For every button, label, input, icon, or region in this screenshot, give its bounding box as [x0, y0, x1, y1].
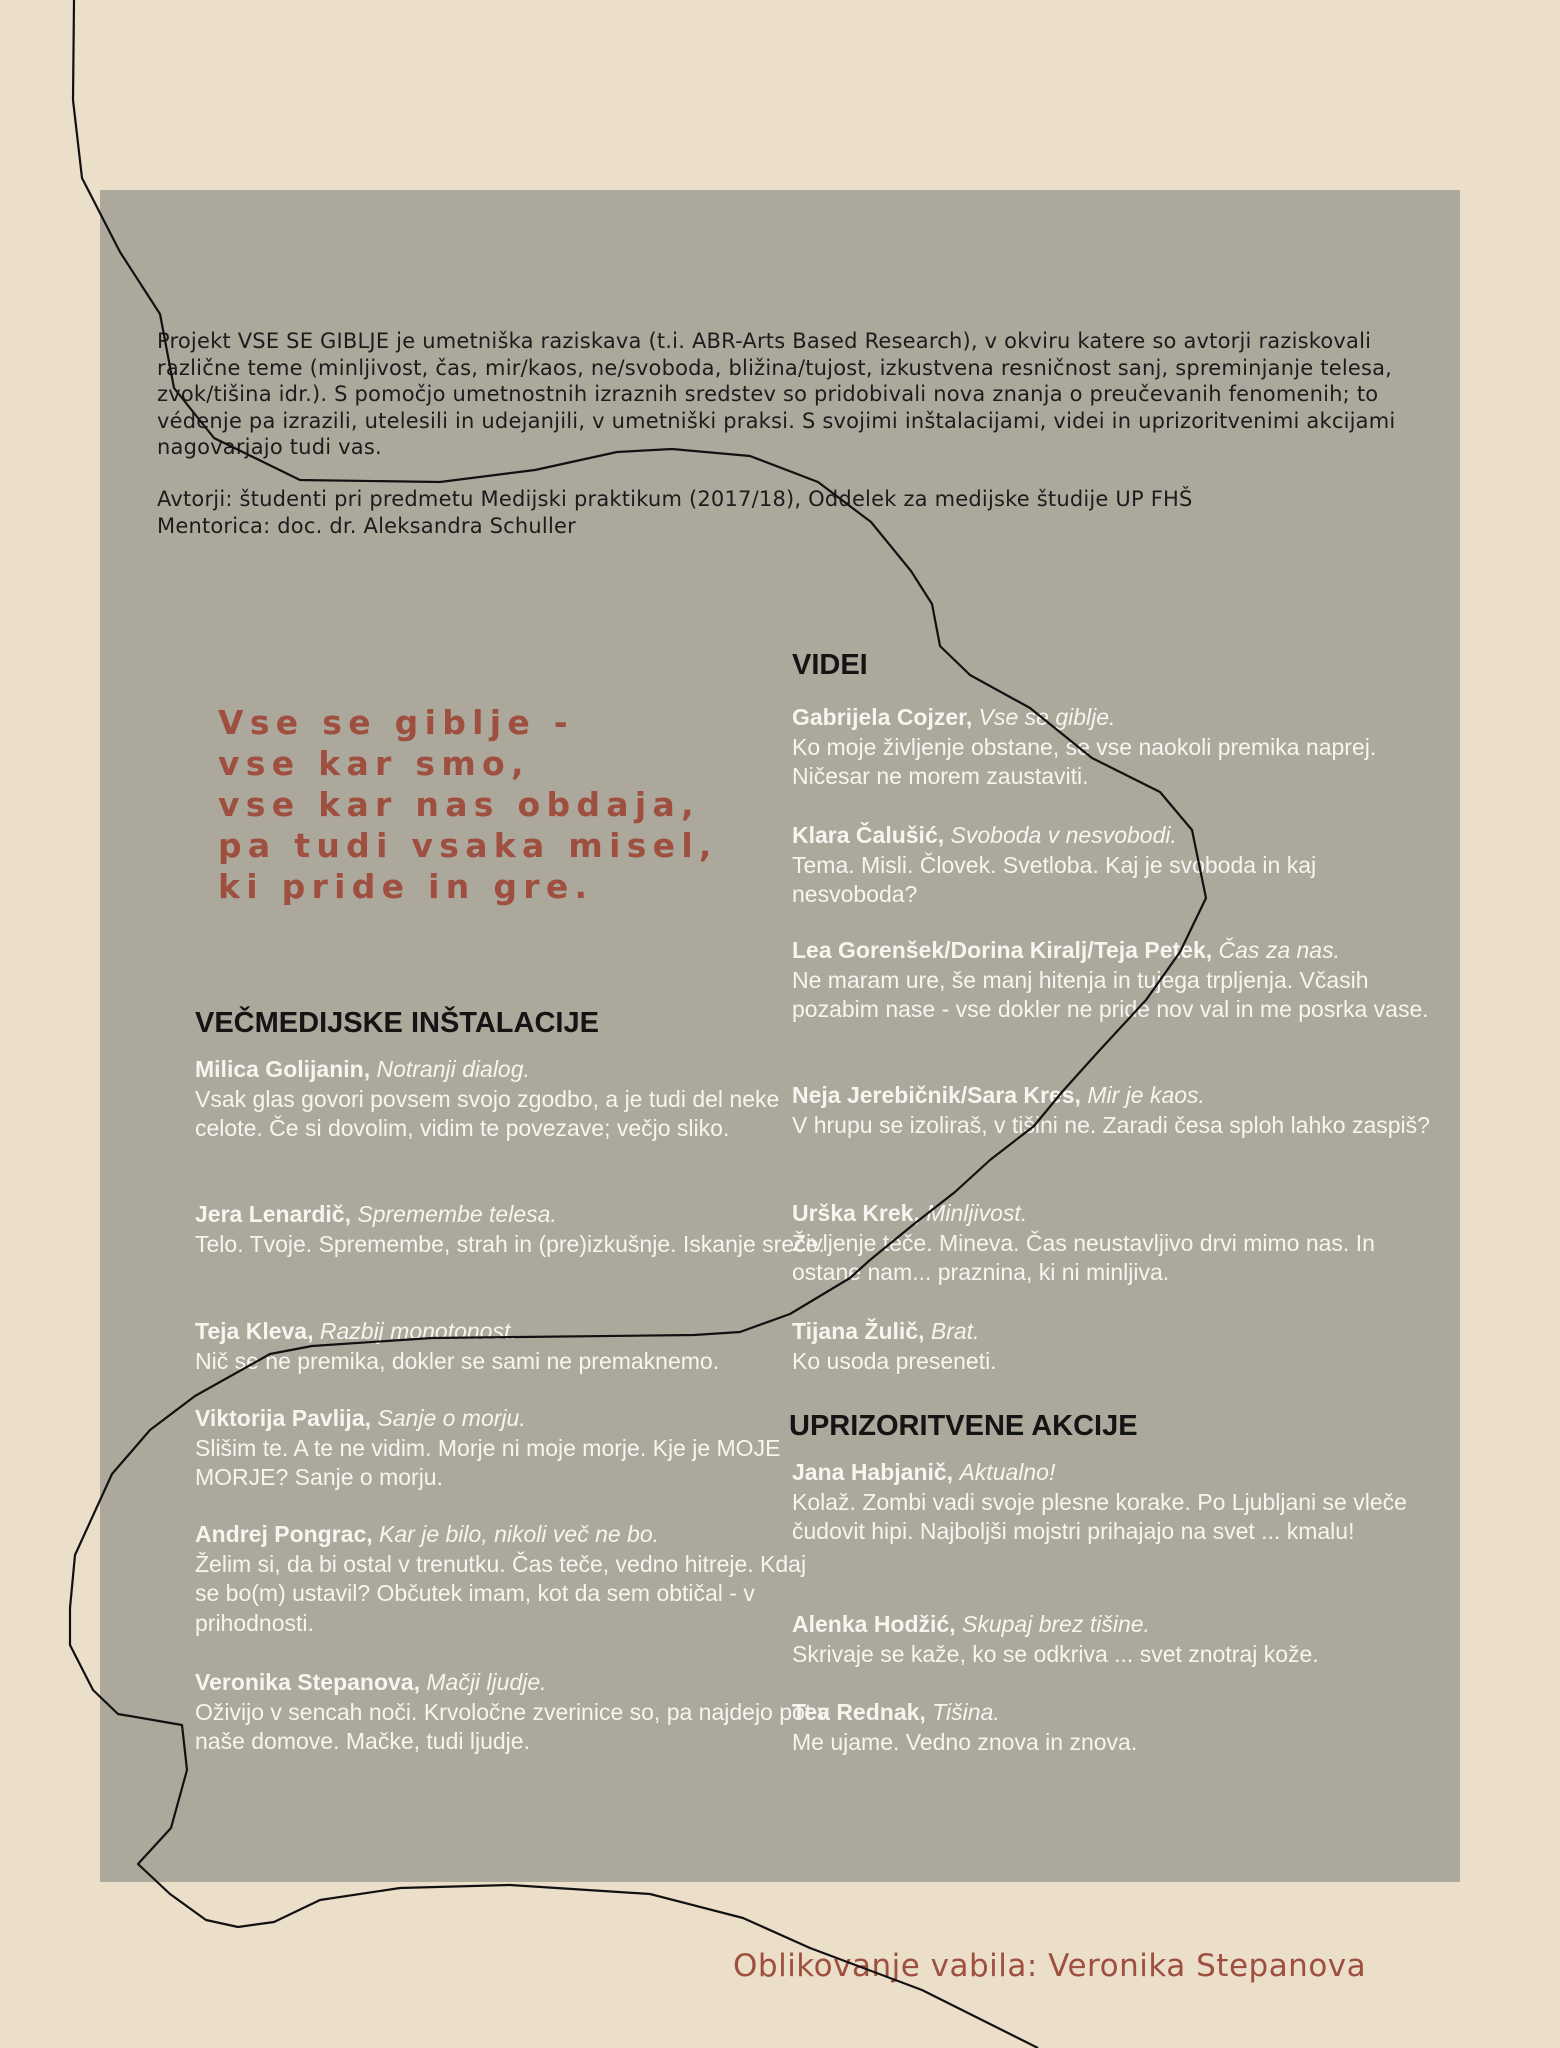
installations-heading: VEČMEDIJSKE INŠTALACIJE — [195, 1007, 599, 1039]
entry-text: Kolaž. Zombi vadi svoje plesne korake. Po Ljubljani se vleče čudovit hipi. Najboljši mojstri prihajajo na svet ... kmalu! — [792, 1488, 1407, 1544]
entry-text: Vsak glas govori povsem svojo zgodbo, a je tudi del neke celote. Če si dovolim, vidim te povezave; večjo sliko. — [195, 1085, 780, 1141]
entry-author: Alenka Hodžić, — [792, 1611, 956, 1637]
authors-line: Avtorji: študenti pri predmetu Medijski praktikum (2017/18), Oddelek za medijske študije UP FHŠ — [157, 487, 1193, 511]
entry-work: Mir je kaos. — [1087, 1082, 1205, 1108]
entry-text: Telo. Tvoje. Spremembe, strah in (pre)izkušnje. Iskanje sreče. — [195, 1230, 825, 1257]
quote-line: vse kar nas obdaja, — [218, 785, 700, 824]
entry-work: Spremembe telesa. — [357, 1201, 557, 1227]
entry-author: Lea Gorenšek/Dorina Kiralj/Teja Petek, — [792, 937, 1213, 963]
entry-text: Ko moje življenje obstane, se vse naokoli premika naprej. Ničesar ne morem zaustaviti. — [792, 733, 1377, 789]
quote-line: Vse se giblje - — [218, 703, 574, 742]
entry-author: Tea Rednak, — [792, 1699, 926, 1725]
entry-author: Teja Kleva, — [195, 1318, 314, 1344]
entry-work: Sanje o morju. — [377, 1405, 526, 1431]
entry-text: Tema. Misli. Človek. Svetloba. Kaj je svoboda in kaj nesvoboda? — [792, 851, 1317, 907]
entry-author: Urška Krek, — [792, 1200, 920, 1226]
entry-work: Aktualno! — [959, 1459, 1056, 1485]
performances-heading: UPRIZORITVENE AKCIJE — [789, 1410, 1138, 1442]
entry-author: Jana Habjanič, — [792, 1459, 954, 1485]
entry-text: V hrupu se izoliraš, v tišini ne. Zaradi česa sploh lahko zaspiš? — [792, 1111, 1430, 1138]
entry-work: Razbij monotonost. — [319, 1318, 517, 1344]
entry-text: Nič se ne premika, dokler se sami ne premaknemo. — [195, 1347, 720, 1374]
entry-work: Kar je bilo, nikoli več ne bo. — [379, 1521, 660, 1547]
design-credit: Oblikovanje vabila: Veronika Stepanova — [733, 1948, 1367, 1984]
entry-author: Gabrijela Cojzer, — [792, 704, 973, 730]
entry-work: Skupaj brez tišine. — [962, 1611, 1150, 1637]
entry-text: Me ujame. Vedno znova in znova. — [792, 1728, 1138, 1755]
entry-work: Notranji dialog. — [376, 1056, 530, 1082]
quote-line: pa tudi vsaka misel, — [218, 826, 718, 865]
mentor-line: Mentorica: doc. dr. Aleksandra Schuller — [157, 513, 576, 538]
entry-text: Oživijo v sencah noči. Krvoločne zverinice so, pa najdejo pot v naše domove. Mačke, tudi ljudje. — [195, 1698, 830, 1754]
entry-text: Življenje teče. Mineva. Čas neustavljivo drvi mimo nas. In ostane nam... praznina, ki ni minljiva. — [792, 1229, 1375, 1285]
entry-text: Ne maram ure, še manj hitenja in tujega trpljenja. Včasih pozabim nase - vse dokler ne pride nov val in me posrka vase. — [792, 966, 1429, 1022]
quote-line: vse kar smo, — [218, 744, 530, 783]
entry-work: Svoboda v nesvobodi. — [950, 822, 1177, 848]
entry-text: Želim si, da bi ostal v trenutku. Čas teče, vedno hitreje. Kdaj se bo(m) ustavil? Občutek imam, kot da sem obtičal - v prihodnosti. — [195, 1550, 807, 1636]
entry-work: Minljivost. — [926, 1200, 1028, 1226]
entry-author: Tijana Žulič, — [792, 1318, 925, 1344]
entry-text: Skrivaje se kaže, ko se odkriva ... svet znotraj kože. — [792, 1640, 1319, 1667]
entry-work: Čas za nas. — [1218, 937, 1340, 963]
quote-line: ki pride in gre. — [218, 867, 594, 906]
entry-work: Brat. — [930, 1318, 980, 1344]
entry-author: Jera Lenardič, — [195, 1201, 351, 1227]
entry-text: Slišim te. A te ne vidim. Morje ni moje morje. Kje je MOJE MORJE? Sanje o morju. — [195, 1434, 781, 1490]
videos-heading: VIDEI — [792, 649, 868, 681]
entry-author: Veronika Stepanova, — [195, 1669, 420, 1695]
entry-author: Andrej Pongrac, — [195, 1521, 373, 1547]
entry-author: Milica Golijanin, — [195, 1056, 371, 1082]
line-path — [70, 0, 1206, 2048]
entry-text: Ko usoda preseneti. — [792, 1347, 997, 1374]
entry-work: Mačji ljudje. — [426, 1669, 547, 1695]
entry-work: Tišina. — [932, 1699, 1000, 1725]
entry-author: Viktorija Pavlija, — [195, 1405, 372, 1431]
entry-author: Klara Čalušić, — [792, 822, 945, 848]
entry-work: Vse se giblje. — [978, 704, 1116, 730]
intro-paragraph: Projekt VSE SE GIBLJE je umetniška raziskava (t.i. ABR-Arts Based Research), v okviru katere so avtorji raziskovali različne teme (minljivost, čas, mir/kaos, ne/svoboda, bližina/tujost, izkustvena resničnost sanj, spreminjanje telesa, zvok/tišina idr.). S pomočjo umetnostnih izraznih sredstev so pridobivali nova znanja o preučevanih fenomenih; to védenje pa izrazili, utelesili in udejanjili, v umetniški praksi. S svojimi inštalacijami, videi in uprizoritvenimi akcijami nagovarjajo tudi vas. — [157, 329, 1396, 459]
entry-author: Neja Jerebičnik/Sara Kres, — [792, 1082, 1081, 1108]
